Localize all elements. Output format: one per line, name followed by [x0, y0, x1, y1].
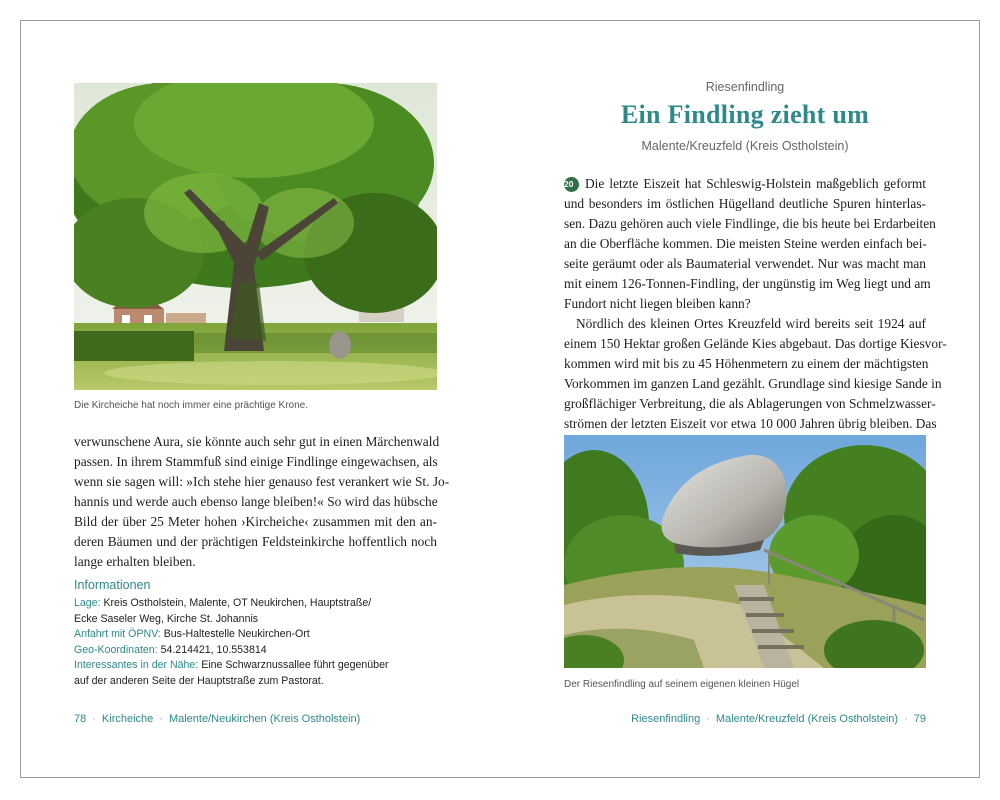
body-line: passen. In ihrem Stammfuß sind einige Findlinge eingewachsen, als: [74, 454, 438, 469]
left-footer: [74, 713, 360, 725]
oak-tree-photo: [74, 83, 437, 390]
footer-separator: ·: [904, 713, 908, 725]
footer-separator: ·: [159, 713, 163, 725]
body-line: hannis und werde auch ebenso lange bleiben!« So wird das hübsche: [74, 494, 438, 509]
right-body-text: [564, 174, 947, 434]
left-photo-caption: Die Kircheiche hat noch immer eine prächtige Krone.: [74, 400, 309, 411]
body-line: seite geräumt oder als Baumaterial verwendet. Nur was macht man: [564, 256, 926, 271]
body-line: verwunschene Aura, sie könnte auch sehr gut in einen Märchenwald: [74, 434, 440, 449]
body-line-text: Die letzte Eiszeit hat Schleswig-Holstein maßgeblich geformt: [585, 176, 926, 191]
body-line: lange erhalten bleiben.: [74, 554, 196, 569]
right-footer: [631, 713, 926, 725]
info-row-anfahrt: [74, 627, 444, 643]
article-kicker: Riesenfindling: [705, 80, 785, 94]
info-key: Lage:: [74, 597, 101, 609]
body-line: Bild der über 25 Meter hohen ›Kircheiche‹ zusammen mit den an-: [74, 514, 437, 529]
info-row-geo: [74, 643, 444, 659]
footer-section: Kircheiche: [101, 713, 154, 725]
page-number: 78: [74, 713, 87, 725]
body-line: großflächiger Verbreitung, die als Ablagerungen von Schmelzwasser-: [564, 396, 936, 411]
location-number-badge: 20: [564, 177, 579, 192]
article-subline: Malente/Kreuzfeld (Kreis Ostholstein): [641, 139, 849, 153]
boulder-photo: [564, 435, 926, 668]
info-row-interessantes: [74, 658, 444, 674]
info-key: Interessantes in der Nähe:: [74, 659, 199, 671]
info-key: Geo-Koordinaten:: [74, 643, 158, 656]
body-line: sen. Dazu gehören auch viele Findlinge, die bis heute bei Erdarbeiten: [564, 216, 936, 231]
body-line: und besonders im östlichen Hügelland deutliche Spuren hinterlas-: [564, 196, 926, 211]
page-number: 79: [913, 713, 926, 725]
info-row-lage: [74, 596, 444, 612]
footer-section: Riesenfindling: [631, 713, 701, 725]
info-value: 54.214421, 10.553814: [157, 643, 267, 656]
info-value: Kreis Ostholstein, Malente, OT Neukirchen, Hauptstraße/: [100, 597, 372, 609]
info-value: Eine Schwarznussallee führt gegenüber: [198, 659, 389, 671]
info-row-lage-cont: Ecke Saseler Weg, Kirche St. Johannis: [74, 612, 259, 625]
footer-location: Malente/Neukirchen (Kreis Ostholstein): [168, 713, 361, 725]
body-line: an die Oberfläche kommen. Die meisten Steine werden einfach bei-: [564, 236, 927, 251]
info-key: Anfahrt mit ÖPNV:: [74, 628, 161, 640]
footer-location: Malente/Kreuzfeld (Kreis Ostholstein): [715, 713, 899, 725]
body-line: Vorkommen im ganzen Land gezählt. Grundlage sind kiesige Sande in: [564, 376, 942, 391]
body-line: Nördlich des kleinen Ortes Kreuzfeld wird bereits seit 1924 auf: [576, 316, 926, 331]
footer-separator: ·: [92, 713, 96, 725]
body-line: mit einem 126-Tonnen-Findling, der ungünstig im Weg liegt und am: [564, 276, 931, 291]
left-body-text: [74, 432, 450, 572]
body-line: kommen wird mit bis zu 45 Höhenmetern zu einem der mächtigsten: [564, 356, 929, 371]
info-box: [74, 596, 444, 689]
footer-separator: ·: [706, 713, 710, 725]
body-line: Fundort nicht liegen bleiben kann?: [564, 296, 751, 311]
info-value: Bus-Haltestelle Neukirchen-Ort: [160, 628, 310, 640]
body-line: wenn sie sagen will: »Ich stehe hier genauso fest verankert wie St. Jo-: [74, 474, 450, 489]
body-line: deren Bäumen und der prächtigen Feldsteinkirche hoffentlich noch: [74, 534, 437, 549]
right-photo-caption: Der Riesenfindling auf seinem eigenen kleinen Hügel: [564, 679, 800, 690]
body-line: [564, 174, 926, 194]
info-heading: Informationen: [74, 578, 151, 592]
info-row-interessantes-cont: auf der anderen Seite der Hauptstraße zum Pastorat.: [74, 674, 324, 687]
body-line: strömen der letzten Eiszeit vor etwa 10 000 Jahren übrig bleiben. Das: [564, 416, 937, 431]
article-headline: Ein Findling zieht um: [620, 100, 870, 129]
body-line: einem 150 Hektar großen Gelände Kies abgebaut. Das dortige Kiesvor-: [564, 336, 947, 351]
